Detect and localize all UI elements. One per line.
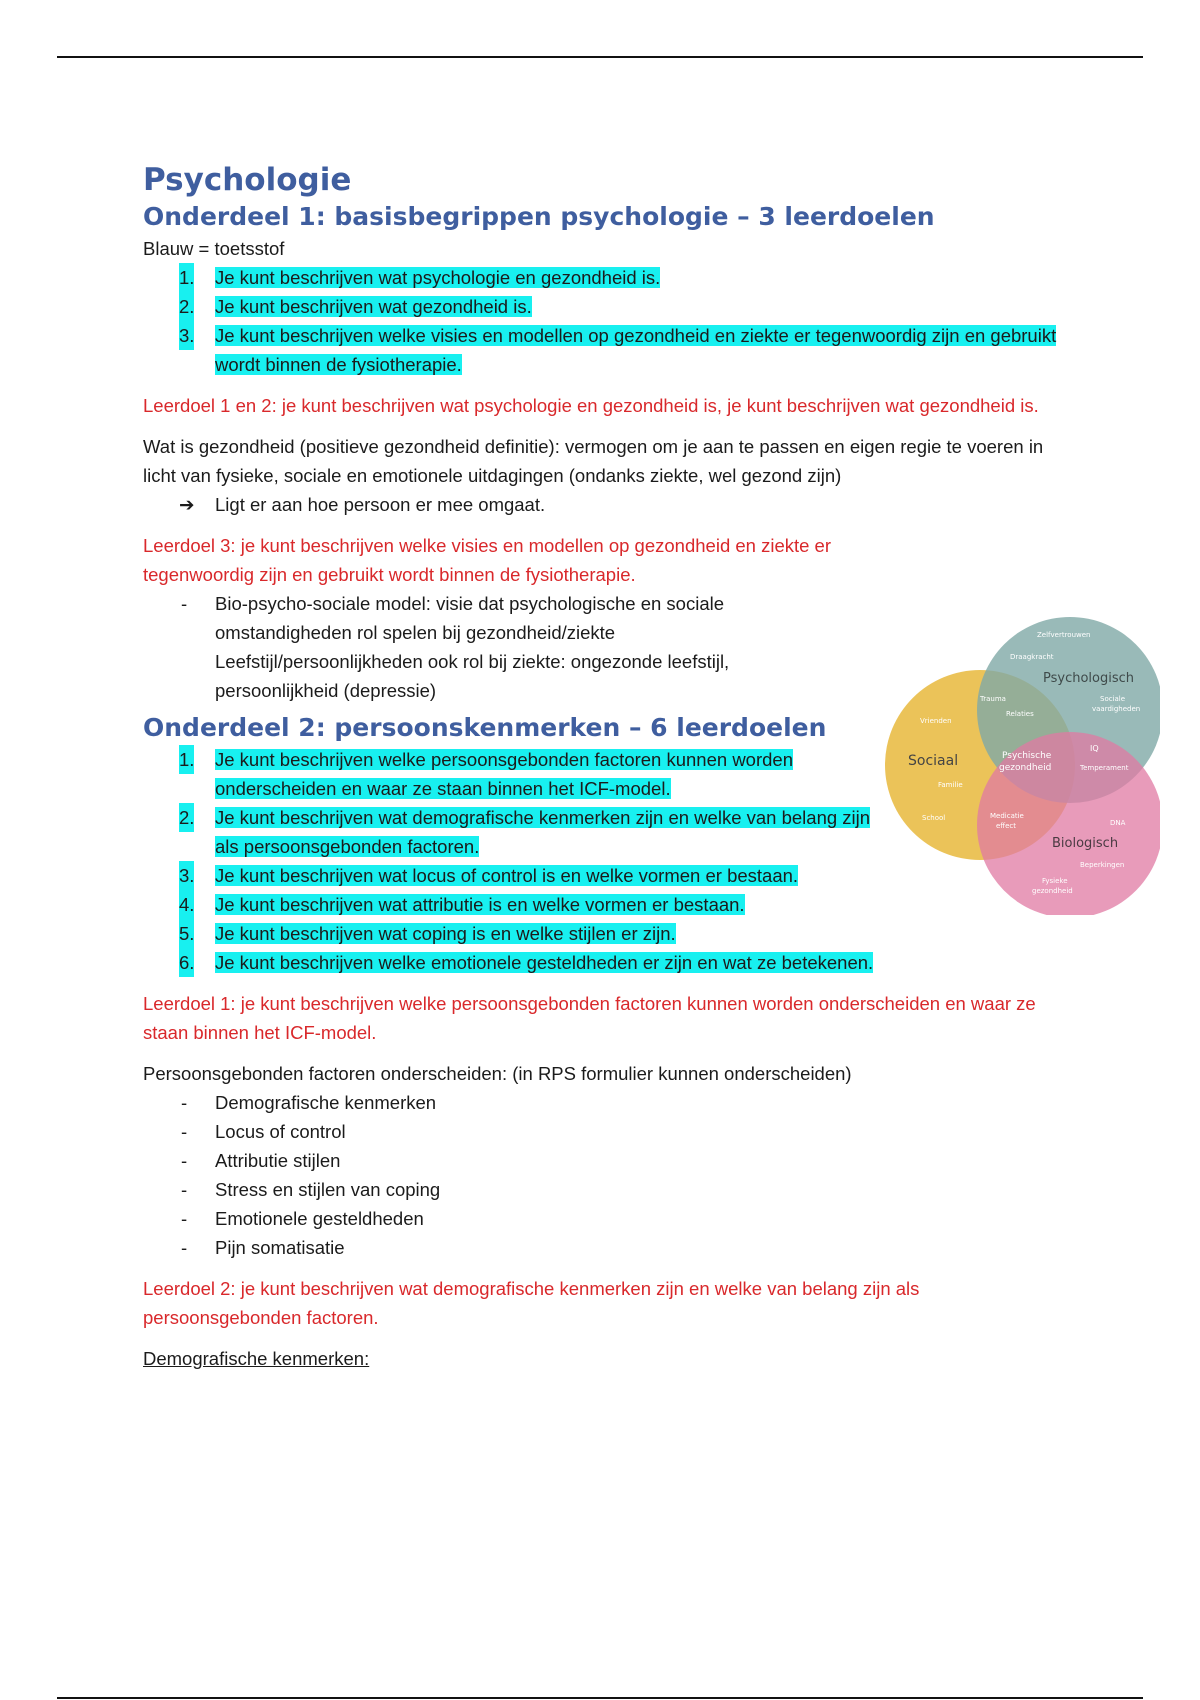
venn-center-line2: gezondheid	[999, 763, 1052, 773]
list-item: - Pijn somatisatie	[181, 1237, 345, 1258]
venn-fysieke-1: Fysieke	[1042, 877, 1068, 885]
venn-medicatie-1: Medicatie	[990, 812, 1024, 820]
section1-goals	[143, 263, 1073, 379]
list-item: - Stress en stijlen van coping	[181, 1179, 441, 1200]
leerdoel-1-heading: Leerdoel 1: je kunt beschrijven welke persoonsgebonden factoren kunnen worden onderscheiden en waar ze staan binnen het ICF-model.	[143, 993, 1036, 1043]
venn-familie: Familie	[938, 781, 963, 789]
venn-relaties: Relaties	[1006, 710, 1034, 718]
venn-trauma: Trauma	[980, 695, 1006, 703]
list-item: 5. Je kunt beschrijven wat coping is en welke stijlen er zijn.	[143, 919, 883, 948]
list-item: 2. Je kunt beschrijven wat gezondheid is.	[143, 292, 1073, 321]
leerdoel-1-text: Persoonsgebonden factoren onderscheiden: (in RPS formulier kunnen onderscheiden)	[143, 1063, 852, 1084]
list-item: - Attributie stijlen	[181, 1150, 341, 1171]
list-item: 6. Je kunt beschrijven welke emotionele gesteldheden er zijn en wat ze betekenen.	[143, 948, 883, 977]
venn-label-biologisch: Biologisch	[1052, 836, 1119, 851]
list-item: 4. Je kunt beschrijven wat attributie is en welke vormen er bestaan.	[143, 890, 883, 919]
venn-medicatie-2: effect	[996, 822, 1017, 830]
footer-rule	[57, 1697, 1143, 1699]
demografische-subheading: Demografische kenmerken:	[143, 1348, 370, 1369]
factors-list	[143, 1088, 1063, 1262]
venn-label-sociaal: Sociaal	[908, 753, 959, 769]
list-item: 2. Je kunt beschrijven wat demografische kenmerken zijn en welke van belang zijn als persoonsgebonden factoren.	[143, 803, 883, 861]
venn-center-line1: Psychische	[1002, 751, 1052, 761]
venn-sociale-vaardigheden-1: Sociale	[1100, 695, 1126, 703]
venn-draagkracht: Draagkracht	[1010, 653, 1054, 661]
list-item: - Demografische kenmerken	[181, 1092, 437, 1113]
list-item: - Emotionele gesteldheden	[181, 1208, 424, 1229]
list-item: 3. Je kunt beschrijven wat locus of control is en welke vormen er bestaan.	[143, 861, 883, 890]
venn-school: School	[922, 814, 946, 822]
bio-psycho-social-venn-diagram	[880, 615, 1160, 915]
page-title: Psychologie	[143, 162, 352, 198]
venn-dna: DNA	[1110, 819, 1126, 827]
venn-beperkingen: Beperkingen	[1080, 861, 1125, 869]
venn-fysieke-2: gezondheid	[1032, 887, 1073, 895]
venn-temperament: Temperament	[1080, 764, 1129, 772]
venn-label-psychologisch: Psychologisch	[1043, 671, 1135, 686]
section2-heading: Onderdeel 2: persoonskenmerken – 6 leerdoelen	[143, 713, 827, 742]
venn-sociale-vaardigheden-2: vaardigheden	[1092, 705, 1141, 713]
legend-text: Blauw = toetsstof	[143, 238, 285, 259]
header-rule	[57, 56, 1143, 58]
leerdoel-1-2-text: Wat is gezondheid (positieve gezondheid definitie): vermogen om je aan te passen en eigen regie te voeren in licht van fysieke, sociale en emotionele uitdagingen (ondanks ziekte, wel gezond zijn)	[143, 436, 1044, 486]
list-item: - Locus of control	[181, 1121, 346, 1142]
model-list	[143, 589, 783, 705]
leerdoel-2-heading: Leerdoel 2: je kunt beschrijven wat demografische kenmerken zijn en welke van belang zijn als persoonsgebonden factoren.	[143, 1278, 920, 1328]
leerdoel-1-2-heading: Leerdoel 1 en 2: je kunt beschrijven wat psychologie en gezondheid is, je kunt beschrijven wat gezondheid is.	[143, 395, 1039, 416]
arrow-icon: ➔	[179, 494, 195, 515]
list-item: - Bio-psycho-sociale model: visie dat psychologische en sociale omstandigheden rol spelen bij gezondheid/ziekte Leefstijl/persoonlijkheden ook rol bij ziekte: ongezonde leefstijl, persoonlijkheid (depressie)	[181, 593, 730, 701]
arrow-list	[143, 490, 1063, 519]
venn-iq: IQ	[1090, 744, 1099, 753]
list-item: 1. Je kunt beschrijven wat psychologie en gezondheid is.	[143, 263, 1073, 292]
list-item: 1. Je kunt beschrijven welke persoonsgebonden factoren kunnen worden onderscheiden en waar ze staan binnen het ICF-model.	[143, 745, 883, 803]
leerdoel-3-heading: Leerdoel 3: je kunt beschrijven welke visies en modellen op gezondheid en ziekte er tegenwoordig zijn en gebruikt wordt binnen de fysiotherapie.	[143, 535, 832, 585]
list-item: ➔ Ligt er aan hoe persoon er mee omgaat.	[143, 490, 1063, 519]
section1-heading: Onderdeel 1: basisbegrippen psychologie – 3 leerdoelen	[143, 202, 935, 231]
list-item: 3. Je kunt beschrijven welke visies en modellen op gezondheid en ziekte er tegenwoordig zijn en gebruikt wordt binnen de fysiotherapie.	[143, 321, 1073, 379]
venn-vrienden: Vrienden	[920, 717, 952, 725]
section2-goals	[143, 745, 883, 977]
venn-zelfvertrouwen: Zelfvertrouwen	[1037, 631, 1091, 639]
